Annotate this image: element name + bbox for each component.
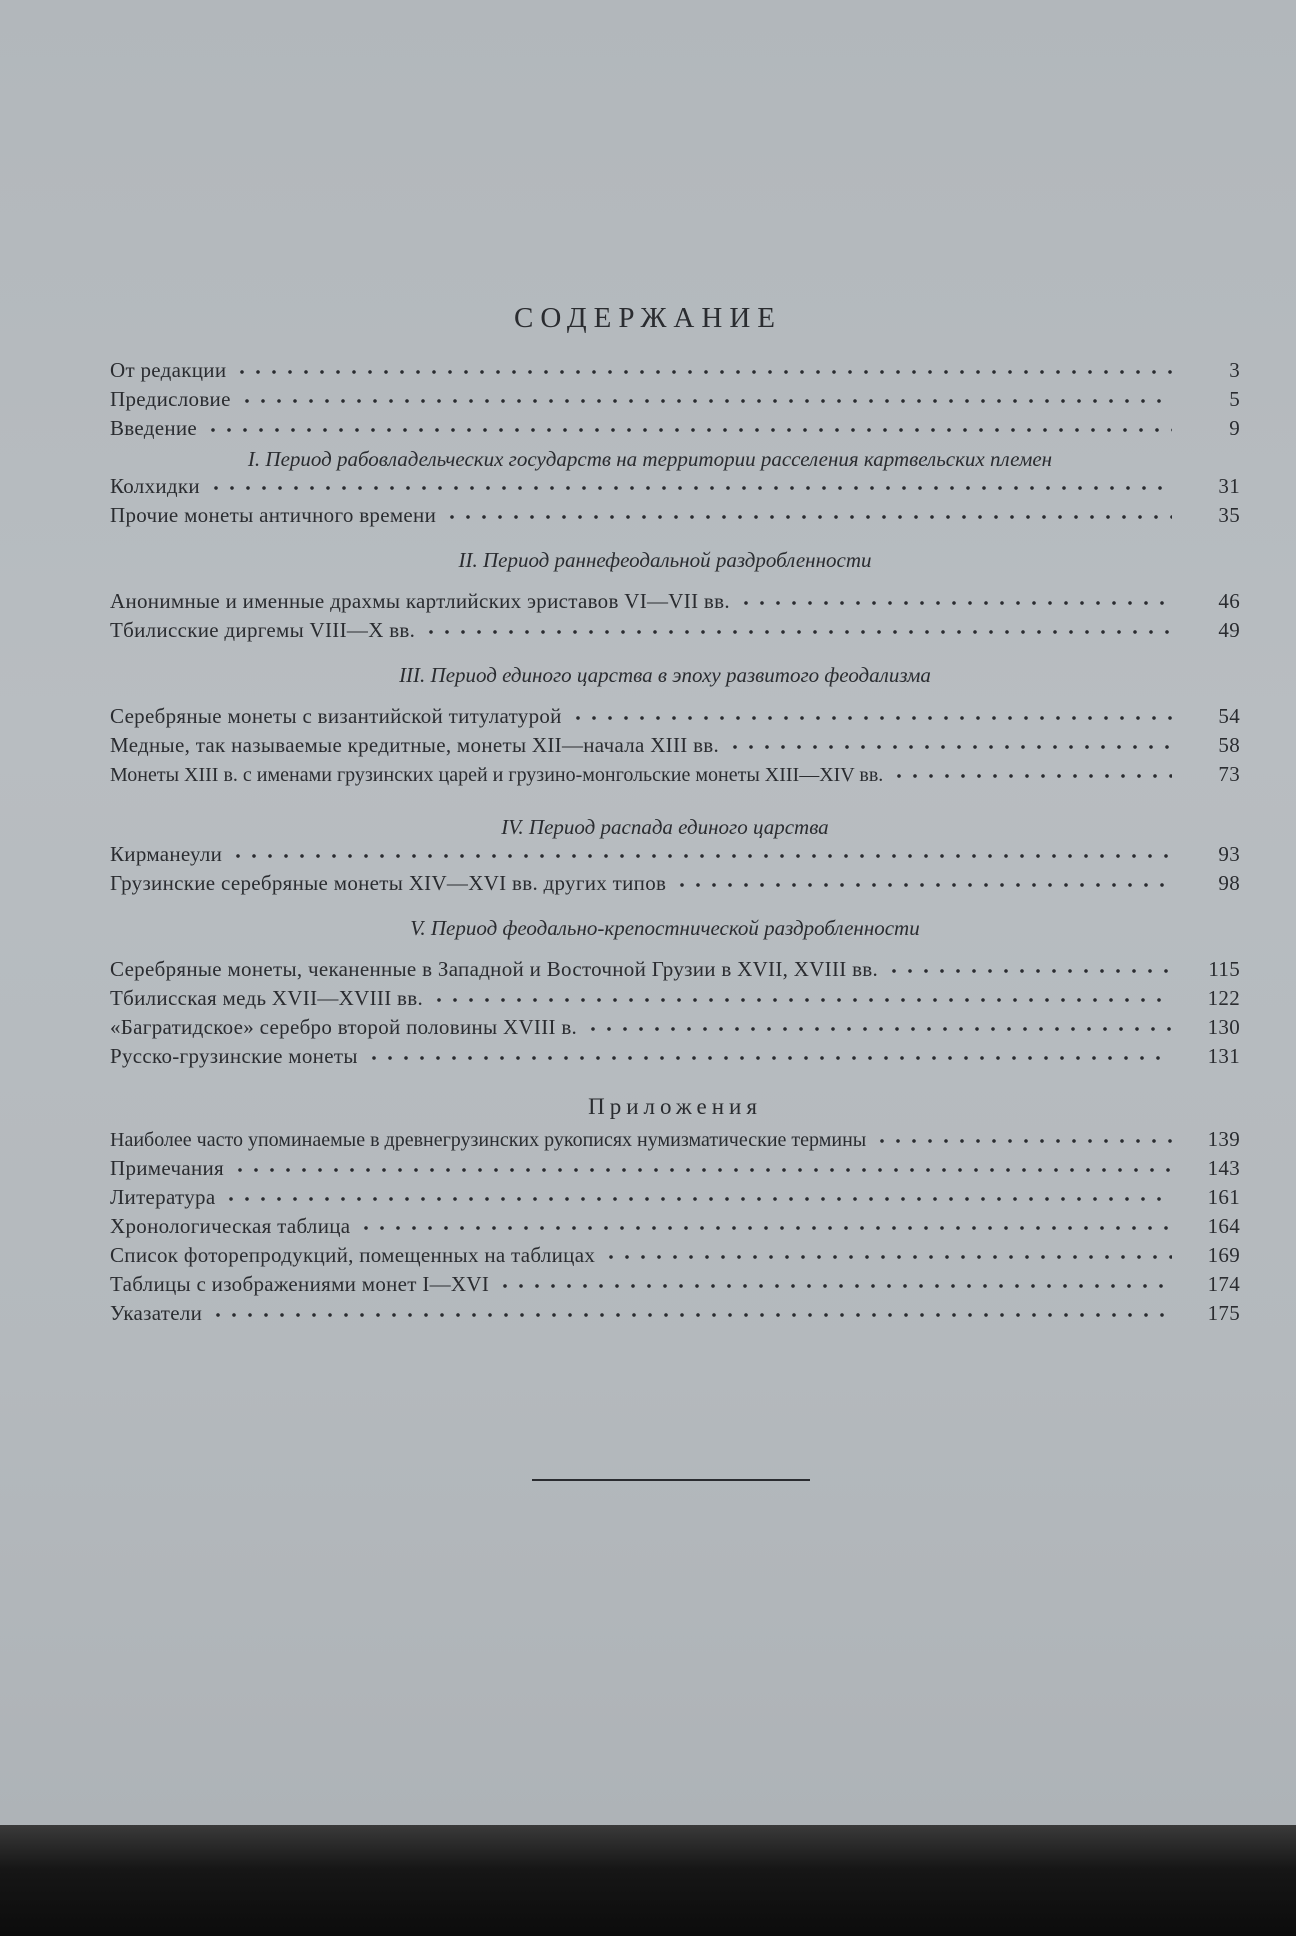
dot-leader <box>585 1024 1172 1034</box>
toc-entry-preface <box>110 387 1240 416</box>
dot-leader <box>223 1194 1172 1204</box>
toc-entry-label: Грузинские серебряные монеты XIV—XVI вв. других типов <box>110 871 667 895</box>
section-heading-3: III. Период единого царства в эпоху развитого феодализма <box>399 663 931 687</box>
toc-entry <box>110 503 1240 532</box>
toc-entry-page: 49 <box>1218 618 1240 642</box>
toc-entry-label: Серебряные монеты с византийской титулатурой <box>110 704 562 728</box>
toc-entry <box>110 589 1240 618</box>
toc-entry-page: 143 <box>1207 1156 1240 1180</box>
toc-entry <box>110 704 1240 733</box>
dot-leader <box>886 966 1172 976</box>
toc-entry <box>110 871 1240 900</box>
toc-entry <box>110 1243 1240 1272</box>
toc-entry-label: Анонимные и именные драхмы картлийских эриставов VI—VII вв. <box>110 589 730 613</box>
toc-entry-page: 46 <box>1218 589 1240 613</box>
dot-leader <box>234 367 1172 377</box>
toc-entry-page: 139 <box>1207 1127 1240 1151</box>
toc-entry <box>110 1044 1240 1073</box>
appendix-heading: Приложения <box>588 1094 762 1119</box>
toc-entry-page: 93 <box>1218 842 1240 866</box>
toc-entry-page: 130 <box>1207 1015 1240 1039</box>
toc-entry <box>110 618 1240 647</box>
dot-leader <box>570 713 1172 723</box>
toc-entry <box>110 986 1240 1015</box>
toc-entry-label: Таблицы с изображениями монет I—XVI <box>110 1272 490 1296</box>
toc-entry-label: Тбилисские диргемы VIII—X вв. <box>110 618 416 642</box>
dot-leader <box>208 483 1172 493</box>
dot-leader <box>230 851 1172 861</box>
dot-leader <box>444 512 1172 522</box>
toc-entry-label: Предисловие <box>110 387 231 411</box>
toc-entry-page: 174 <box>1207 1272 1240 1296</box>
toc-entry-label: Литература <box>110 1185 216 1209</box>
dot-leader <box>232 1165 1172 1175</box>
section-heading-5: V. Период феодально-крепостнической раздробленности <box>410 916 920 940</box>
toc-entry <box>110 474 1240 503</box>
page-title: СОДЕРЖАНИЕ <box>514 302 782 334</box>
toc-entry <box>110 1156 1240 1185</box>
toc-entry <box>110 957 1240 986</box>
toc-entry <box>110 733 1240 762</box>
toc-entry-page: 73 <box>1218 762 1240 786</box>
toc-entry-label: Хронологическая таблица <box>110 1214 351 1238</box>
toc-entry-label: Серебряные монеты, чеканенные в Западной и Восточной Грузии в XVII, XVIII вв. <box>110 957 879 981</box>
toc-entry <box>110 1272 1240 1301</box>
dot-leader <box>874 1136 1172 1146</box>
toc-entry-page: 9 <box>1229 416 1240 440</box>
dot-leader <box>358 1223 1172 1233</box>
toc-entry-label: Прочие монеты античного времени <box>110 503 437 527</box>
section-heading-1: I. Период рабовладельческих государств на территории расселения картвельских племен <box>247 447 1053 471</box>
toc-entry-label: Монеты XIII в. с именами грузинских царей и грузино-монгольские монеты XIII—XIV вв. <box>110 764 884 786</box>
toc-entry-label: Наиболее часто упоминаемые в древнегрузинских рукописях нумизматические термины <box>110 1129 867 1151</box>
section-heading-4: IV. Период распада единого царства <box>501 815 829 839</box>
toc-entry-label: «Багратидское» серебро второй половины XVIII в. <box>110 1015 578 1039</box>
dot-leader <box>210 1310 1172 1320</box>
toc-entry <box>110 1015 1240 1044</box>
table-of-contents <box>110 358 1240 1330</box>
toc-entry <box>110 1185 1240 1214</box>
toc-entry-page: 3 <box>1229 358 1240 382</box>
toc-entry-introduction <box>110 416 1240 445</box>
toc-entry-page: 54 <box>1218 704 1240 728</box>
dot-leader <box>239 396 1172 406</box>
toc-entry <box>110 1214 1240 1243</box>
page-bottom-shadow <box>0 1825 1296 1936</box>
toc-entry <box>110 762 1240 791</box>
toc-entry-label: Колхидки <box>110 474 200 498</box>
toc-entry-label: От редакции <box>110 358 227 382</box>
toc-entry <box>110 1301 1240 1330</box>
dot-leader <box>431 995 1172 1005</box>
toc-entry <box>110 842 1240 871</box>
toc-entry-label: Кирманеули <box>110 842 223 866</box>
toc-entry-page: 31 <box>1218 474 1240 498</box>
toc-entry-page: 175 <box>1207 1301 1240 1325</box>
toc-entry-page: 58 <box>1218 733 1240 757</box>
dot-leader <box>205 425 1172 435</box>
toc-entry-page: 5 <box>1229 387 1240 411</box>
toc-entry-page: 35 <box>1218 503 1240 527</box>
toc-entry-page: 115 <box>1208 957 1240 981</box>
toc-entry-page: 164 <box>1207 1214 1240 1238</box>
dot-leader <box>603 1252 1172 1262</box>
closing-rule <box>532 1479 810 1481</box>
toc-entry-page: 131 <box>1207 1044 1240 1068</box>
dot-leader <box>738 598 1172 608</box>
toc-entry-label: Примечания <box>110 1156 225 1180</box>
toc-entry-label: Указатели <box>110 1301 203 1325</box>
dot-leader <box>727 742 1172 752</box>
dot-leader <box>674 880 1172 890</box>
toc-entry-page: 122 <box>1207 986 1240 1010</box>
toc-entry-editorial <box>110 358 1240 387</box>
dot-leader <box>891 771 1172 781</box>
toc-entry-label: Список фоторепродукций, помещенных на таблицах <box>110 1243 596 1267</box>
section-heading-2: II. Период раннефеодальной раздробленности <box>458 548 872 572</box>
dot-leader <box>497 1281 1172 1291</box>
toc-entry-label: Медные, так называемые кредитные, монеты XII—начала XIII вв. <box>110 733 720 757</box>
toc-entry-page: 98 <box>1218 871 1240 895</box>
toc-entry-label: Тбилисская медь XVII—XVIII вв. <box>110 986 424 1010</box>
toc-entry-page: 161 <box>1207 1185 1240 1209</box>
dot-leader <box>423 627 1172 637</box>
toc-entry-page: 169 <box>1207 1243 1240 1267</box>
toc-entry-label: Введение <box>110 416 198 440</box>
toc-entry-label: Русско-грузинские монеты <box>110 1044 358 1068</box>
dot-leader <box>366 1053 1172 1063</box>
toc-entry <box>110 1127 1240 1156</box>
